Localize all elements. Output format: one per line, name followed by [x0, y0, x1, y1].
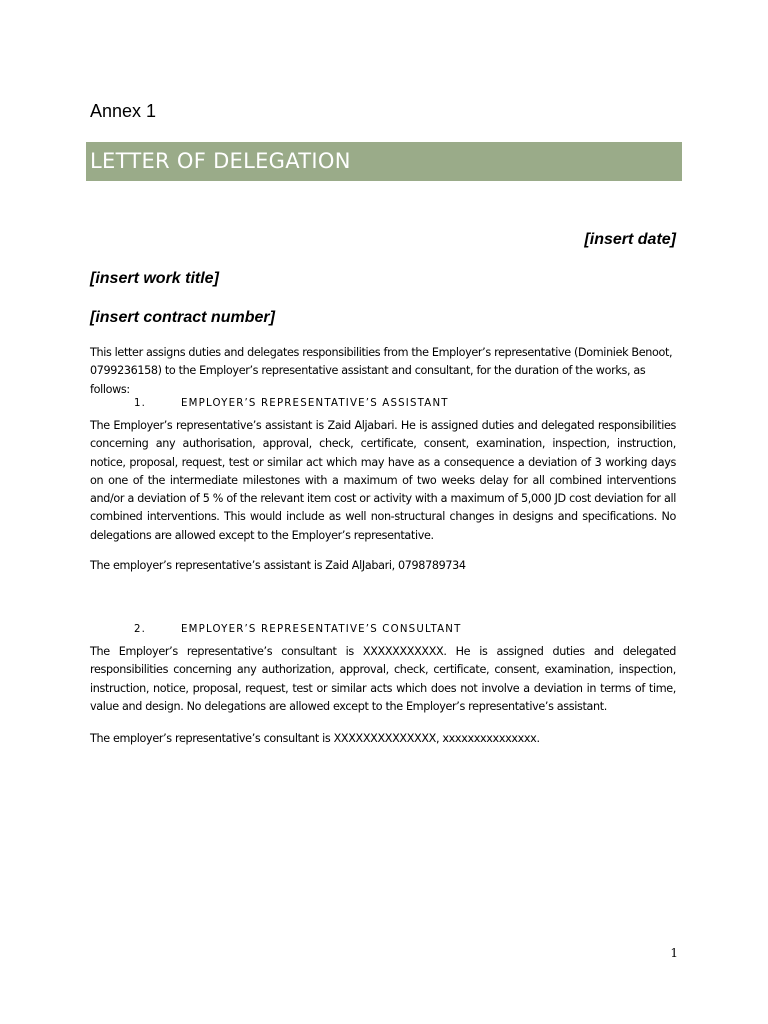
section-2-number: 2.: [134, 624, 147, 635]
section-2-note: The employer’s representative’s consultant is XXXXXXXXXXXXXX, xxxxxxxxxxxxxxx.: [90, 732, 540, 745]
section-1-body: The Employer’s representative’s assistant is Zaid Aljabari. He is assigned duties and delegated responsibilities concerning any authorisation, approval, check, certificate, consent, examination, inspection, instruction, notice, proposal, request, test or similar act which may have as a consequence a deviation of 3 working days on one of the intermediate milestones with a maximum of two weeks delay for all combined interventions and/or a deviation of 5 % of the relevant item cost or activity with a maximum of 5,000 JD cost deviation for all combined interventions. This would include as well non-structural changes in designs and specifications. No delegations are allowed except to the Employer’s representative.: [90, 419, 676, 542]
page-number: 1: [670, 946, 678, 960]
insert-contract-number-placeholder: [insert contract number]: [90, 309, 275, 326]
title-banner: [86, 142, 682, 181]
section-1-number: 1.: [134, 398, 147, 409]
section-2-body: The Employer’s representative’s consultant is XXXXXXXXXXX. He is assigned duties and delegated responsibilities concerning any authorization, approval, check, certificate, consent, examination, inspection, instruction, notice, proposal, request, test or similar acts which does not involve a deviation in terms of time, value and design. No delegations are allowed except to the Employer’s representative’s assistant.: [90, 645, 676, 713]
banner-title: LETTER OF DELEGATION: [90, 149, 351, 173]
section-1-heading: EMPLOYER’S REPRESENTATIVE’S ASSISTANT: [181, 398, 449, 409]
annex-label: Annex 1: [90, 101, 157, 121]
section-1-note: The employer’s representative’s assistant is Zaid AlJabari, 0798789734: [90, 559, 466, 572]
insert-date-placeholder: [insert date]: [584, 231, 676, 248]
insert-work-title-placeholder: [insert work title]: [90, 270, 219, 287]
section-2-heading: EMPLOYER’S REPRESENTATIVE’S CONSULTANT: [181, 624, 462, 635]
intro-paragraph: This letter assigns duties and delegates responsibilities from the Employer’s representative (Dominiek Benoot, 0799236158) to the Employer’s representative assistant and consultant, for the duration of the works, as follows:: [90, 346, 673, 396]
